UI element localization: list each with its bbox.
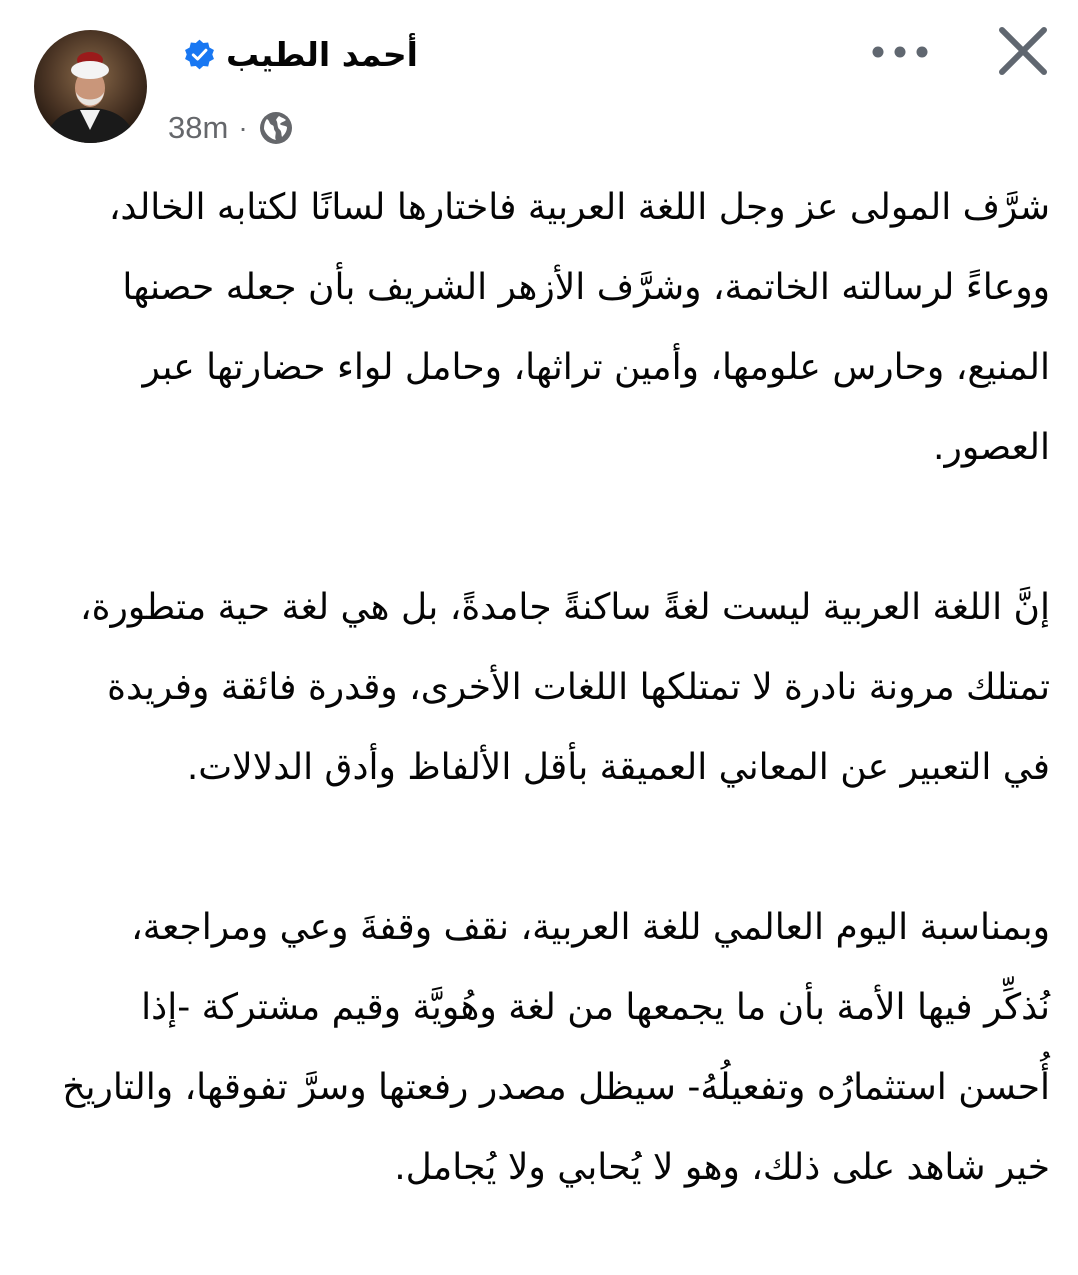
avatar[interactable] xyxy=(34,30,147,143)
verified-badge-icon xyxy=(183,38,216,71)
post-body xyxy=(60,168,1050,1208)
author-row xyxy=(183,28,418,80)
post-header xyxy=(0,0,1078,150)
globe-icon[interactable] xyxy=(258,110,294,146)
more-options-icon xyxy=(864,32,936,72)
author-name[interactable]: أحمد الطيب xyxy=(225,34,418,74)
paragraph-spacer xyxy=(60,488,1050,568)
close-button[interactable] xyxy=(994,22,1052,80)
post-paragraph: إنَّ اللغة العربية ليست لغةً ساكنةً جامدةً، بل هي لغة حية متطورة، تمتلك مرونة نادرة لا تمتلكها اللغات الأخرى، وقدرة فائقة وفريدة في التعبير عن المعاني العميقة بأقل الألفاظ وأدق الدلالات. xyxy=(80,587,1050,788)
close-icon xyxy=(994,22,1052,80)
post-paragraph: وبمناسبة اليوم العالمي للغة العربية، نقف وقفةَ وعي ومراجعة، نُذكِّر فيها الأمة بأن ما يجمعها من لغة وهُويَّة وقيم مشتركة -إذا أُحسن استثمارُه وتفعيلُهُ- سيظل مصدر رفعتها وسرَّ تفوقها، والتاريخ خير شاهد على ذلك، وهو لا يُحابي ولا يُجامل. xyxy=(62,907,1050,1188)
post-meta xyxy=(168,106,294,150)
post-paragraph: شرَّف المولى عز وجل اللغة العربية فاختارها لسانًا لكتابه الخالد، ووعاءً لرسالته الخاتمة، وشرَّف الأزهر الشريف بأن جعله حصنها المنيع، وحارس علومها، وأمين تراثها، وحامل لواء حضارتها عبر العصور. xyxy=(108,187,1050,468)
post-timestamp[interactable]: 38m xyxy=(168,110,229,145)
paragraph-spacer xyxy=(60,808,1050,888)
meta-separator: · xyxy=(238,112,248,143)
more-options-button[interactable] xyxy=(864,32,936,72)
